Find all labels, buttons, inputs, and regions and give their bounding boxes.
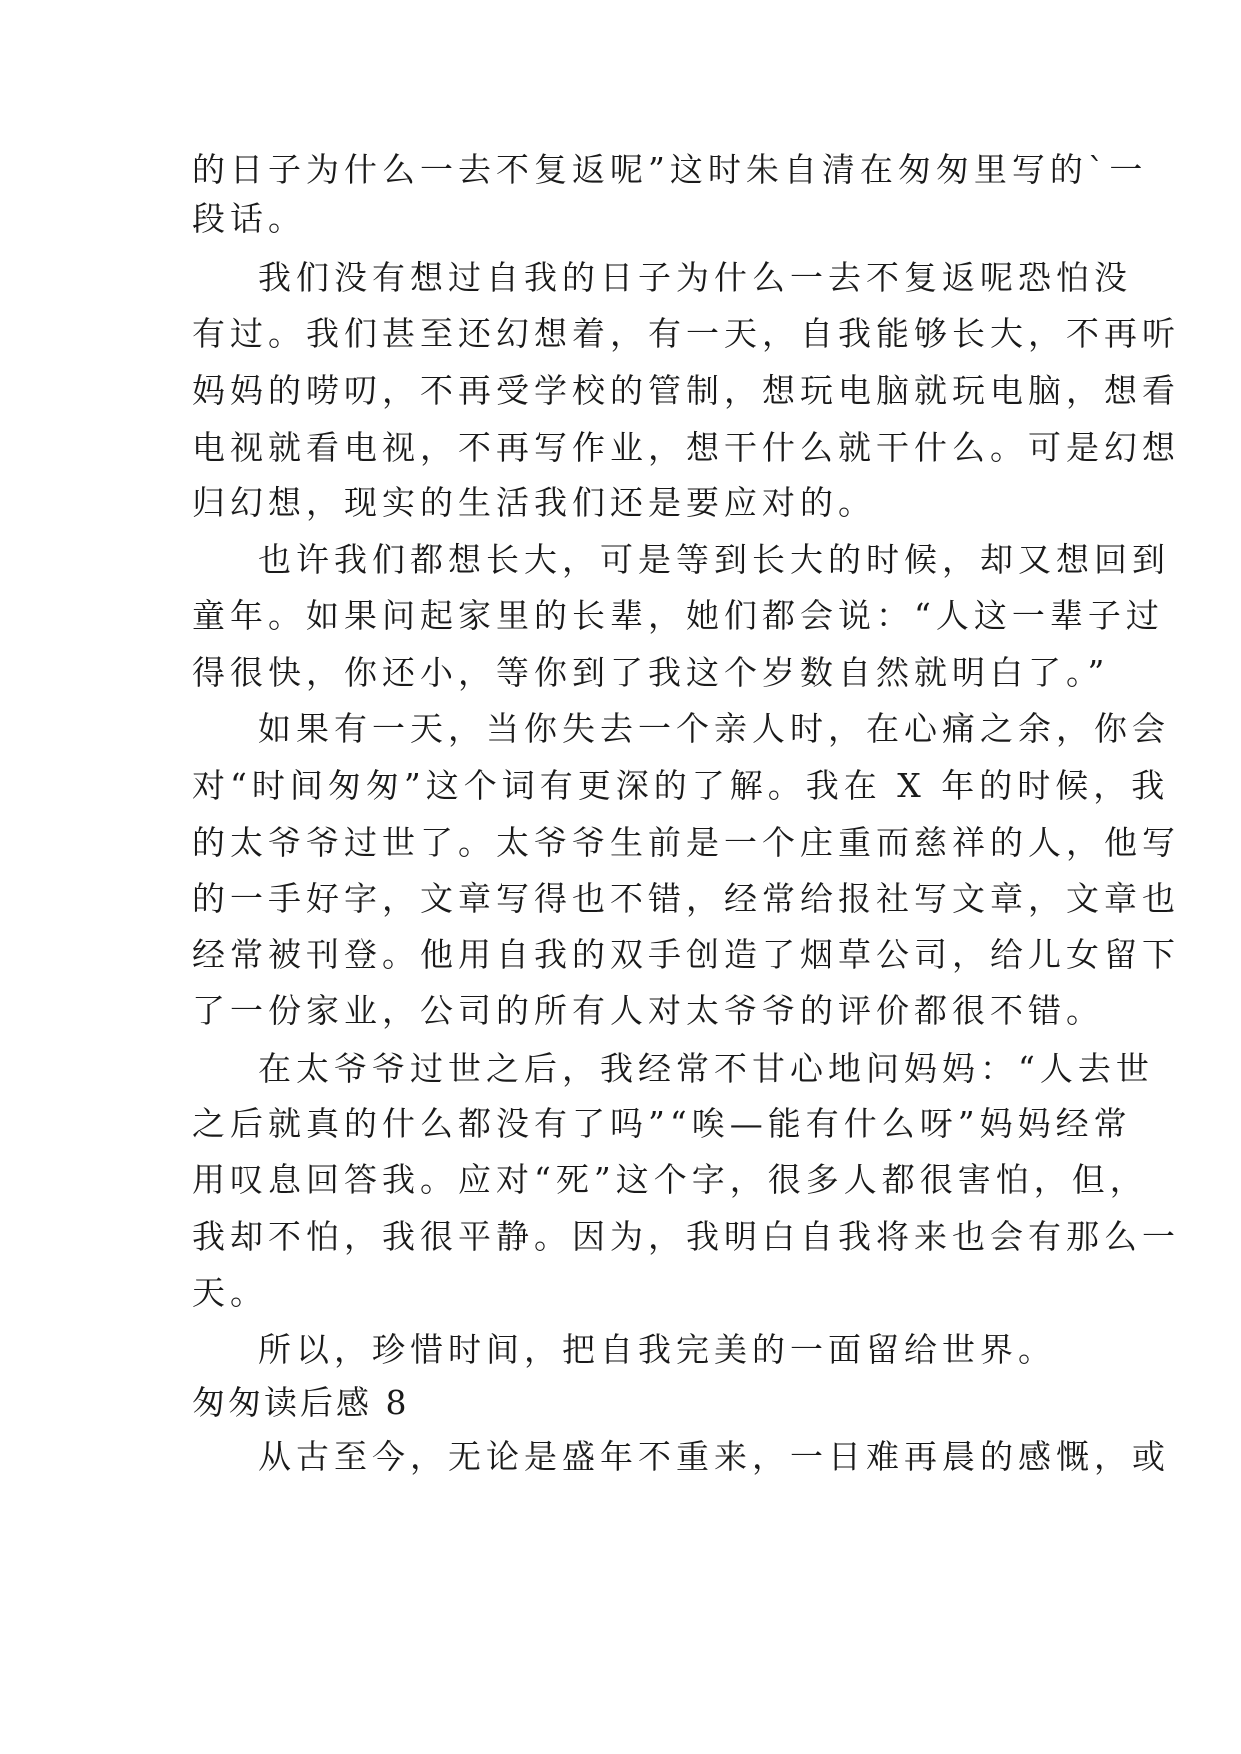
text-line: 了一份家业，公司的所有人对太爷爷的评价都很不错。: [192, 991, 1104, 1030]
paragraph-start-line: 在太爷爷过世之后，我经常不甘心地问妈妈：“人去世: [258, 1049, 1154, 1088]
text-line: 有过。我们甚至还幻想着，有一天，自我能够长大，不再听: [192, 314, 1180, 353]
paragraph-start-line: 所以，珍惜时间，把自我完美的一面留给世界。: [258, 1330, 1056, 1369]
text-line: 童年。如果问起家里的长辈，她们都会说：“人这一辈子过: [192, 596, 1164, 635]
paragraph-start-line: 我们没有想过自我的日子为什么一去不复返呢恐怕没: [258, 258, 1132, 297]
text-line: 的太爷爷过世了。太爷爷生前是一个庄重而慈祥的人，他写: [192, 823, 1180, 862]
paragraph-start-line: 如果有一天，当你失去一个亲人时，在心痛之余，你会: [258, 709, 1170, 748]
text-line: 归幻想，现实的生活我们还是要应对的。: [192, 483, 876, 522]
text-line: 之后就真的什么都没有了吗”“唉—能有什么呀”妈妈经常: [192, 1104, 1132, 1143]
text-line: 用叹息回答我。应对“死”这个字，很多人都很害怕，但，: [192, 1160, 1148, 1199]
text-line: 对“时间匆匆”这个词有更深的了解。我在 X 年的时候，我: [192, 766, 1170, 805]
text-line: 妈妈的唠叨，不再受学校的管制，想玩电脑就玩电脑，想看: [192, 371, 1180, 410]
text-line: 天。: [192, 1273, 268, 1312]
paragraph-start-line: 从古至今，无论是盛年不重来，一日难再晨的感慨，或: [258, 1437, 1170, 1476]
text-line: 电视就看电视，不再写作业，想干什么就干什么。可是幻想: [192, 428, 1180, 467]
text-line: 经常被刊登。他用自我的双手创造了烟草公司，给儿女留下: [192, 935, 1180, 974]
paragraph-start-line: 也许我们都想长大，可是等到长大的时候，却又想回到: [258, 540, 1170, 579]
section-heading: 匆匆读后感 8: [192, 1383, 410, 1422]
text-line: 得很快，你还小，等你到了我这个岁数自然就明白了。”: [192, 653, 1110, 692]
text-line: 段话。: [192, 199, 306, 238]
text-line: 的一手好字，文章写得也不错，经常给报社写文章，文章也: [192, 879, 1180, 918]
text-line: 我却不怕，我很平静。因为，我明白自我将来也会有那么一: [192, 1217, 1180, 1256]
text-line: 的日子为什么一去不复返呢”这时朱自清在匆匆里写的`一: [192, 150, 1148, 189]
